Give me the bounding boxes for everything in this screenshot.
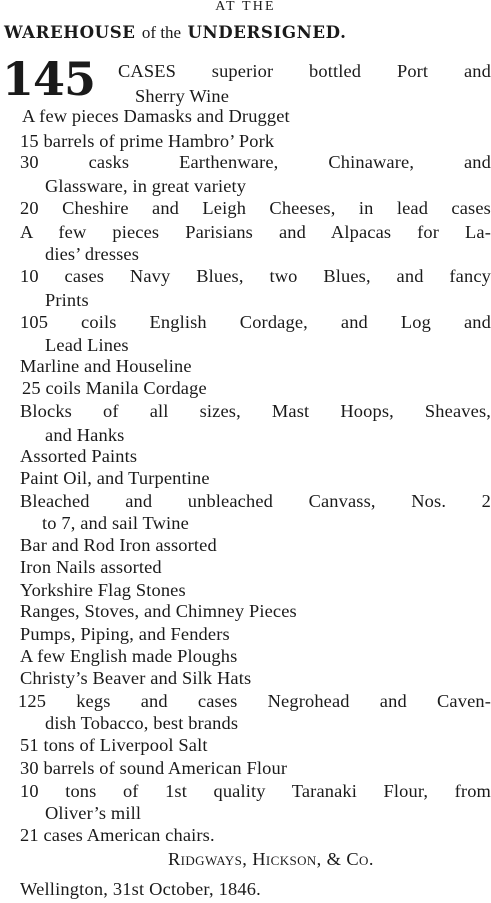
goods-list-line: dish Tobacco, best brands xyxy=(45,713,239,733)
goods-list-line: Bar and Rod Iron assorted xyxy=(20,535,217,555)
goods-list-line: 30 barrels of sound American Flour xyxy=(20,758,288,778)
goods-list-line: Prints xyxy=(45,290,89,310)
goods-list-line: A few English made Ploughs xyxy=(20,646,238,666)
goods-list-line: 105 coils English Cordage, and Log and xyxy=(20,312,491,332)
goods-list-line: A few pieces Damasks and Drugget xyxy=(22,106,290,126)
goods-list-line: 51 tons of Liverpool Salt xyxy=(20,735,208,755)
lead-quantity-number: 145 xyxy=(2,52,96,106)
goods-list-line: Ranges, Stoves, and Chimney Pieces xyxy=(20,601,297,621)
lead-line-1: CASES superior bottled Port and xyxy=(118,61,491,81)
goods-list-line: Glassware, in great variety xyxy=(45,176,247,196)
goods-list-line: Bleached and unbleached Canvass, Nos. 2 xyxy=(20,491,491,511)
goods-list-line: dies’ dresses xyxy=(45,244,140,264)
goods-list-line: Christy’s Beaver and Silk Hats xyxy=(20,668,252,688)
dateline: Wellington, 31st October, 1846. xyxy=(20,879,261,899)
goods-list-line: Yorkshire Flag Stones xyxy=(20,580,186,600)
goods-list-line: Paint Oil, and Turpentine xyxy=(20,468,210,488)
goods-list-line: Iron Nails assorted xyxy=(20,557,162,577)
goods-list-line: 20 Cheshire and Leigh Cheeses, in lead cases xyxy=(20,198,491,218)
goods-list-line: Pumps, Piping, and Fenders xyxy=(20,624,230,644)
goods-list-line: 15 barrels of prime Hambro’ Pork xyxy=(20,131,275,151)
lead-line-2: Sherry Wine xyxy=(135,86,230,106)
header-of-the: of the xyxy=(141,23,182,42)
goods-list-line: Lead Lines xyxy=(45,335,129,355)
header-at-the: AT THE xyxy=(215,0,276,14)
goods-list-line: A few pieces Parisians and Alpacas for La- xyxy=(20,222,491,242)
goods-list-line: 21 cases American chairs. xyxy=(20,825,215,845)
goods-list-line: Blocks of all sizes, Mast Hoops, Sheaves, xyxy=(20,401,491,421)
goods-list-line: 10 cases Navy Blues, two Blues, and fancy xyxy=(20,266,491,286)
goods-list-line: 10 tons of 1st quality Taranaki Flour, from xyxy=(20,781,491,801)
signature-text: Ridgways, Hickson, & Co. xyxy=(168,849,374,869)
goods-list-line: and Hanks xyxy=(45,425,125,445)
header-warehouse-text: WAREHOUSE xyxy=(4,22,142,42)
header-undersigned-text: UNDERSIGNED. xyxy=(181,22,347,42)
goods-list-line: 25 coils Manila Cordage xyxy=(22,378,207,398)
goods-list-line: Oliver’s mill xyxy=(45,803,142,823)
signature xyxy=(168,849,464,869)
goods-list-line: to 7, and sail Twine xyxy=(42,513,189,533)
goods-list-line: Marline and Houseline xyxy=(20,356,192,376)
header-warehouse xyxy=(4,21,490,44)
goods-list-line: 30 casks Earthenware, Chinaware, and xyxy=(20,152,491,172)
goods-list-line: 125 kegs and cases Negrohead and Caven- xyxy=(18,691,491,711)
goods-list-line: Assorted Paints xyxy=(20,446,138,466)
